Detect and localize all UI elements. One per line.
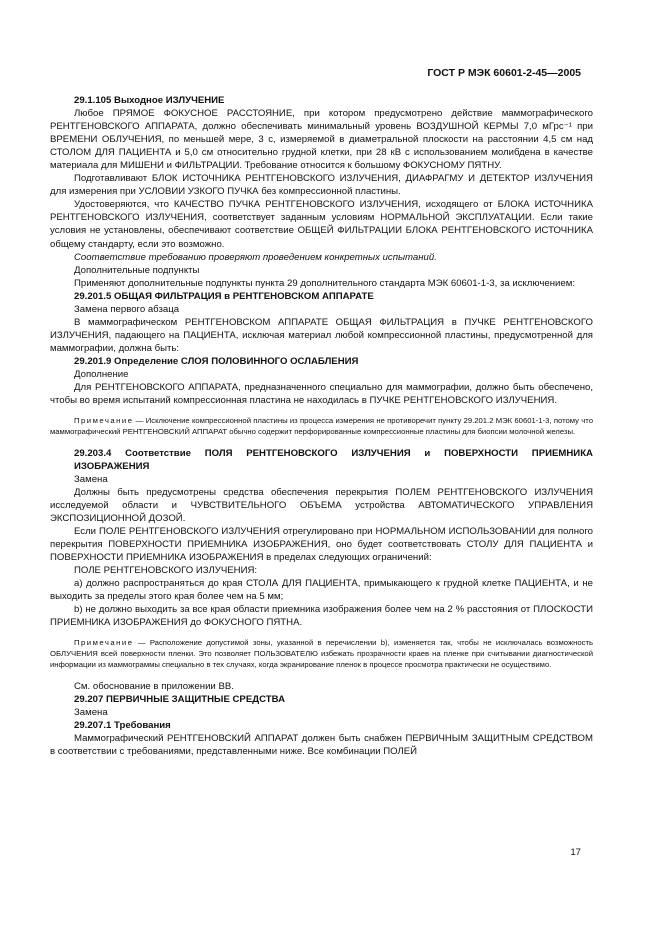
paragraph: Должны быть предусмотрены средства обеспечения перекрытия ПОЛЕМ РЕНТГЕНОВСКОГО ИЗЛУЧЕНИЯ исследуемой области и ЧУВСТВИТЕЛЬНОГО ОБЪЕМА устройства АВТОМАТИЧЕСКОГО УПРАВЛЕНИЯ ЭКСПОЗИЦИОННОЙ ДОЗОЙ. [50,486,593,524]
section-heading: 29.207 ПЕРВИЧНЫЕ ЗАЩИТНЫЕ СРЕДСТВА [74,693,285,705]
note-label: Примечание [74,416,134,426]
list-item: b) не должно выходить за все края области приемника изображения более чем на 2 % расстояния от ПЛОСКОСТИ ПРИЕМНИКА ИЗОБРАЖЕНИЯ до ФОКУСНОГО ПЯТНА. [50,604,593,629]
paragraph: Любое ПРЯМОЕ ФОКУСНОЕ РАССТОЯНИЕ, при котором предусмотрено действие маммографического РЕНТГЕНОВСКОГО АППАРАТА, должно обеспечивать минимальный уровень ВОЗДУШНОЙ КЕРМЫ 7,0 мГрс⁻¹ при ВРЕМЕНИ ОБЛУЧЕНИЯ, по меньшей мере, 3 с, измеряемой в диаметральной плоскости на расстоянии 4,5 см над СТОЛОМ ДЛЯ ПАЦИЕНТА и 5,0 см относительно грудной клетки, при 28 кВ с использованием молибдена в качестве материала для МИШЕНИ и ФИЛЬТРАЦИИ. Требование относится к большому ФОКУСНОМУ ПЯТНУ. [50,108,593,172]
note-label: Примечание [74,638,134,648]
note [50,416,593,438]
test-method-paragraph: Соответствие требованию проверяют проведением конкретных испытаний. [74,251,437,263]
paragraph: Замена первого абзаца [74,303,180,315]
paragraph: Если ПОЛЕ РЕНТГЕНОВСКОГО ИЗЛУЧЕНИЯ отрегулировано при НОРМАЛЬНОМ ИСПОЛЬЗОВАНИИ для полного перекрытия ПОВЕРХНОСТИ ПРИЕМНИКА ИЗОБРАЖЕНИЯ, оно будет соответствовать СТОЛУ ДЛЯ ПАЦИЕНТА и ПОВЕРХНОСТИ ПРИЕМНИКА ИЗОБРАЖЕНИЯ в пределах следующих ограничений: [50,526,593,564]
paragraph: В маммографическом РЕНТГЕНОВСКОМ АППАРАТЕ ОБЩАЯ ФИЛЬТРАЦИЯ в ПУЧКЕ РЕНТГЕНОВСКОГО ИЗЛУЧЕНИЯ, падающего на ПАЦИЕНТА, исключая материал любой компрессионной пластины, предусмотренной для маммографии, должна быть: [50,316,593,354]
page-number: 17 [570,847,581,858]
section-heading: 29.201.5 ОБЩАЯ ФИЛЬТРАЦИЯ в РЕНТГЕНОВСКОМ АППАРАТЕ [74,290,374,302]
paragraph: См. обоснование в приложении ВВ. [74,680,234,692]
paragraph: Дополнение [74,368,129,380]
paragraph: Удостоверяются, что КАЧЕСТВО ПУЧКА РЕНТГЕНОВСКОГО ИЗЛУЧЕНИЯ, исходящего от БЛОКА ИСТОЧНИКА РЕНТГЕНОВСКОГО ИЗЛУЧЕНИЯ, соответствует заданным условиям НОРМАЛЬНОЙ ЭКСПЛУАТАЦИИ. Если такие условия не установлены, обеспечивают соответствие ОБЩЕЙ ФИЛЬТРАЦИИ БЛОКА РЕНТГЕНОВСКОГО ИСТОЧНИКА общему стандарту, если это возможно. [50,199,593,250]
page-header: ГОСТ Р МЭК 60601-2-45—2005 [427,67,581,79]
paragraph: Подготавливают БЛОК ИСТОЧНИКА РЕНТГЕНОВСКОГО ИЗЛУЧЕНИЯ, ДИАФРАГМУ И ДЕТЕКТОР ИЗЛУЧЕНИЯ для измерения при УСЛОВИИ УЗКОГО ПУЧКА без компрессионной пластины. [50,173,593,198]
paragraph: Дополнительные подпункты [74,264,200,276]
paragraph: Маммографический РЕНТГЕНОВСКИЙ АППАРАТ должен быть снабжен ПЕРВИЧНЫМ ЗАЩИТНЫМ СРЕДСТВОМ в соответствии с требованиями, представленными ниже. Все комбинации ПОЛЕЙ [50,732,593,757]
paragraph: Замена [74,706,108,718]
section-heading: 29.207.1 Требования [74,719,171,731]
document-body [50,94,593,758]
list-item: a) должно распространяться до края СТОЛА ДЛЯ ПАЦИЕНТА, примыкающего к грудной клетке ПАЦИЕНТА, и не выходить за пределы этого края более чем на 5 мм; [50,578,593,603]
section-heading: 29.1.105 Выходное ИЗЛУЧЕНИЕ [74,95,225,106]
note-text: — Расположение допустимой зоны, указанной в перечислении b), изменяется так, чтобы не исключалась возможность ОБЛУЧЕНИЯ всей поверхности пленки. Это позволяет ПОЛЬЗОВАТЕЛЮ избежать прозрачности краев на пленке при считывании диагностической информации из маммограммы специально в тех случаях, когда экранирование пленок в процессе просмотра практически не осуществимо. [50,638,593,669]
section-heading: 29.201.9 Определение СЛОЯ ПОЛОВИННОГО ОСЛАБЛЕНИЯ [74,355,359,367]
section-heading: 29.203.4 Соответствие ПОЛЯ РЕНТГЕНОВСКОГО ИЗЛУЧЕНИЯ и ПОВЕРХНОСТИ ПРИЕМНИКА ИЗОБРАЖЕНИЯ [74,447,593,472]
note [50,638,593,670]
paragraph: Замена [74,473,108,485]
paragraph: Применяют дополнительные подпункты пункта 29 дополнительного стандарта МЭК 60601-1-3, за исключением: [74,277,575,289]
paragraph: ПОЛЕ РЕНТГЕНОВСКОГО ИЗЛУЧЕНИЯ: [74,565,258,577]
paragraph: Для РЕНТГЕНОВСКОГО АППАРАТА, предназначенного специально для маммографии, должно быть обеспечено, чтобы во время испытаний компрессионная пластина не находилась в ПУЧКЕ РЕНТГЕНОВСКОГО ИЗЛУЧЕНИЯ. [50,382,593,407]
note-text: — Исключение компрессионной пластины из процесса измерения не противоречит пункту 29.201.2 МЭК 60601-1-3, потому что маммографический РЕНТГЕНОВСКИЙ АППАРАТ обычно содержит перфорированные компрессионные пластины для биопсии молочной железы. [50,416,593,436]
